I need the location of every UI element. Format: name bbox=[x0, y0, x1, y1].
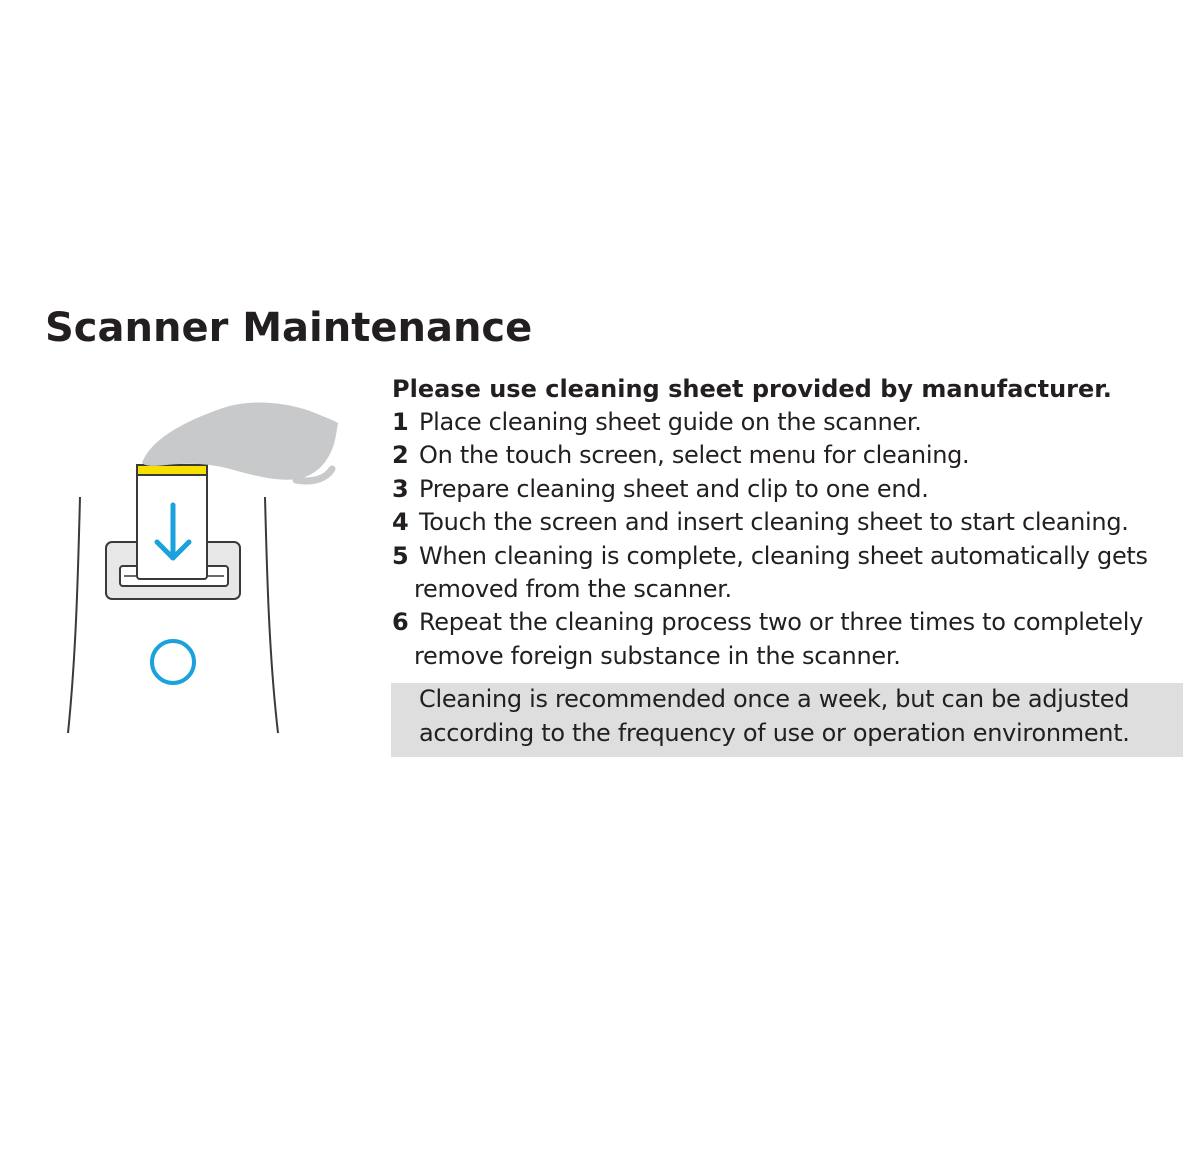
step-number: 3 bbox=[392, 474, 409, 503]
power-button-icon bbox=[152, 641, 194, 683]
step-1 bbox=[392, 406, 1187, 439]
step-number: 1 bbox=[392, 408, 409, 436]
step-number: 6 bbox=[392, 608, 409, 637]
step-2 bbox=[392, 439, 1187, 472]
intro-text: Please use cleaning sheet provided by manufacturer. bbox=[392, 375, 1112, 403]
scanner-illustration bbox=[40, 385, 360, 745]
step-text-continued: remove foreign substance in the scanner. bbox=[414, 641, 901, 670]
step-6 bbox=[392, 606, 1187, 673]
step-4 bbox=[392, 506, 1187, 539]
step-text: Prepare cleaning sheet and clip to one end. bbox=[419, 474, 929, 503]
step-text: On the touch screen, select menu for cleaning. bbox=[419, 441, 970, 470]
step-text: When cleaning is complete, cleaning sheet automatically gets bbox=[419, 541, 1148, 570]
step-number: 5 bbox=[392, 541, 409, 570]
step-text: Touch the screen and insert cleaning sheet to start cleaning. bbox=[419, 508, 1129, 537]
instructions bbox=[392, 373, 1187, 757]
step-number: 4 bbox=[392, 508, 409, 537]
note-line: according to the frequency of use or operation environment. bbox=[419, 718, 1130, 747]
step-text-continued: removed from the scanner. bbox=[414, 575, 732, 604]
step-number: 2 bbox=[392, 441, 409, 470]
note-line: Cleaning is recommended once a week, but can be adjusted bbox=[419, 685, 1130, 714]
step-5 bbox=[392, 540, 1187, 607]
page-title: Scanner Maintenance bbox=[45, 305, 533, 351]
step-text: Repeat the cleaning process two or three times to completely bbox=[419, 608, 1143, 637]
steps-list bbox=[392, 406, 1187, 673]
step-text: Place cleaning sheet guide on the scanner. bbox=[419, 408, 922, 436]
cleaning-note bbox=[391, 683, 1183, 757]
step-3 bbox=[392, 473, 1187, 506]
